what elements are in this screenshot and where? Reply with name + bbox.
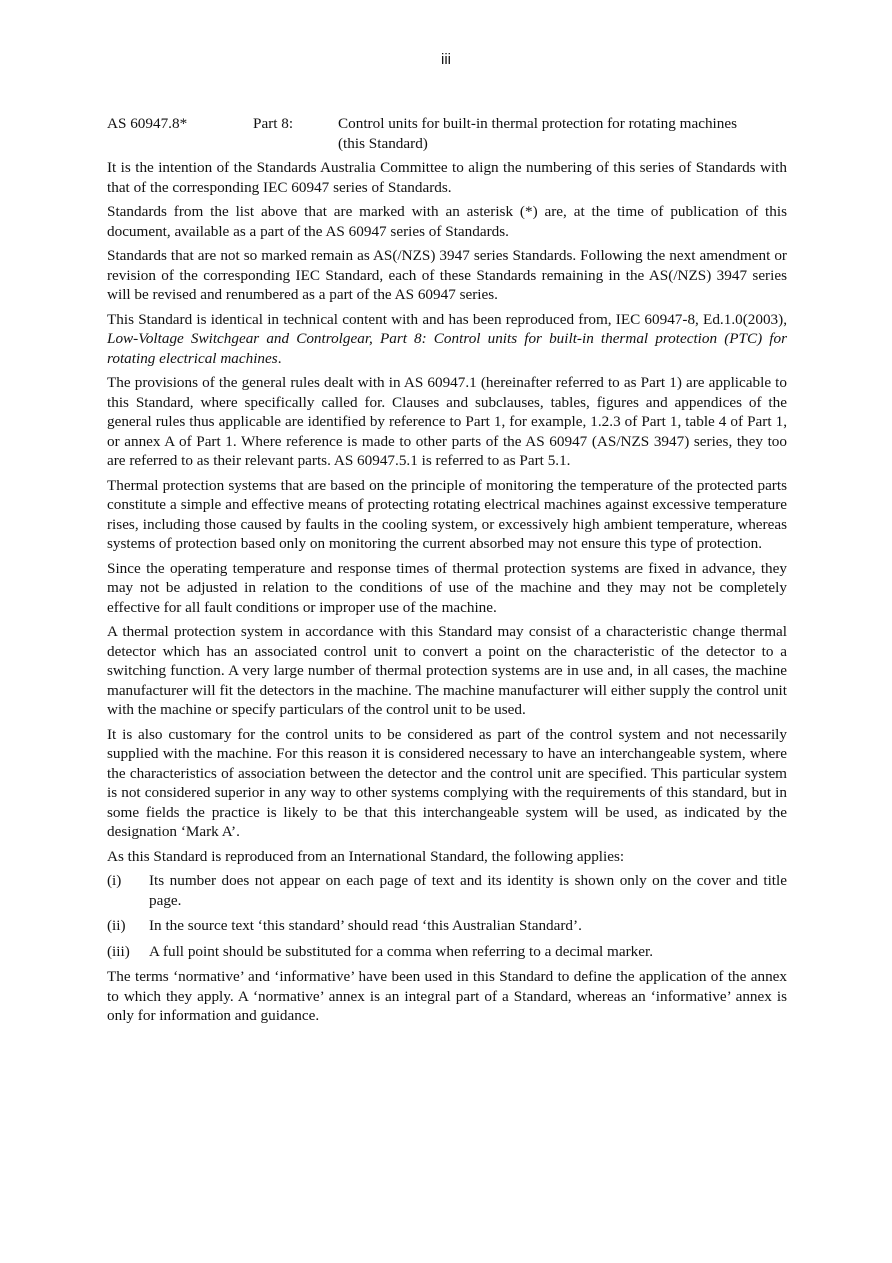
paragraph: As this Standard is reproduced from an International Standard, the following applies:	[107, 847, 625, 865]
list-item	[107, 916, 787, 936]
paragraph: The terms ‘normative’ and ‘informative’ have been used in this Standard to define the application of the annex to which they apply. A ‘normative’ annex is an integral part of a Standard, whereas an ‘informative’ annex is only for information and guidance.	[107, 968, 787, 1024]
list-item	[107, 942, 787, 962]
part-code: AS 60947.8*	[107, 115, 188, 132]
paragraph: Standards from the list above that are marked with an asterisk (*) are, at the time of publication of this document, available as a part of the AS 60947 series of Standards.	[107, 203, 787, 240]
list-marker: (ii)	[107, 917, 126, 934]
paragraph: Standards that are not so marked remain as AS(/NZS) 3947 series Standards. Following the next amendment or revision of the corresponding IEC Standard, each of these Standards remaining in the AS(/NZS) 3947 series will be revised and renumbered as a part of the AS 60947 series.	[107, 247, 787, 303]
page-number: iii	[441, 51, 451, 68]
list-text: A full point should be substituted for a comma when referring to a decimal marker.	[149, 942, 654, 960]
source-end: .	[277, 349, 282, 367]
part-entry	[107, 114, 787, 153]
paragraph: A thermal protection system in accordance with this Standard may consist of a characteristic change thermal detector which has an associated control unit to convert a point on the characteristic of the detector to a switching function. A very large number of thermal protection systems are in use and, in all cases, the machine manufacturer will fit the detectors in the machine. The machine manufacturer will either supply the control unit with the machine or specify particulars of the control unit to be used.	[107, 623, 787, 718]
list-text: Its number does not appear on each page of text and its identity is shown only on the cover and title page.	[149, 872, 787, 909]
document-body	[107, 114, 787, 1031]
paragraph: Since the operating temperature and response times of thermal protection systems are fixed in advance, they may not be adjusted in relation to the conditions of use of the machine and they may not be completely effective for all fault conditions or improper use of the machine.	[107, 559, 787, 616]
source-title: Low-Voltage Switchgear and Controlgear, Part 8: Control units for built-in thermal protection (PTC) for rotating electrical machines	[107, 330, 787, 367]
paragraph: It is also customary for the control units to be considered as part of the control system and not necessarily supplied with the machine. For this reason it is considered necessary to have an interchangeable system, where the characteristics of association between the detector and the control unit are specified. This particular system is not considered superior in any way to other systems complying with the requirements of this standard, but in some fields the practice is likely to be that this interchangeable system will be used, as indicated by the designation ‘Mark A’.	[107, 725, 787, 840]
list-marker: (iii)	[107, 942, 130, 960]
paragraph: It is the intention of the Standards Australia Committee to align the numbering of this series of Standards with that of the corresponding IEC 60947 series of Standards.	[107, 159, 787, 196]
source-text: This Standard is identical in technical content with and has been reproduced from, IEC 60947-8, Ed.1.0(2003),	[107, 310, 787, 328]
paragraph-source-statement	[107, 310, 787, 369]
list-item	[107, 871, 787, 910]
list-text: In the source text ‘this standard’ should read ‘this Australian Standard’.	[149, 917, 582, 934]
list-marker: (i)	[107, 872, 122, 889]
part-title: Control units for built-in thermal protection for rotating machines (this Standard)	[338, 115, 738, 152]
paragraph: Thermal protection systems that are based on the principle of monitoring the temperature of the protected parts constitute a simple and effective means of protecting rotating electrical machines against excessive temperature rises, including those caused by faults in the cooling system, or excessively high ambient temperature, whereas systems of protection based only on monitoring the current absorbed may not ensure this type of protection.	[107, 476, 787, 552]
paragraph: The provisions of the general rules dealt with in AS 60947.1 (hereinafter referred to as Part 1) are applicable to this Standard, where specifically called for. Clauses and subclauses, tables, figures and appendices of the general rules thus applicable are identified by reference to Part 1, for example, 1.2.3 of Part 1, table 4 of Part 1, or annex A of Part 1. Where reference is made to other parts of the AS 60947 (AS/NZS 3947) series, they too are referred to as their relevant parts. AS 60947.5.1 is referred to as Part 5.1.	[107, 374, 787, 469]
part-number: Part 8:	[253, 115, 294, 132]
